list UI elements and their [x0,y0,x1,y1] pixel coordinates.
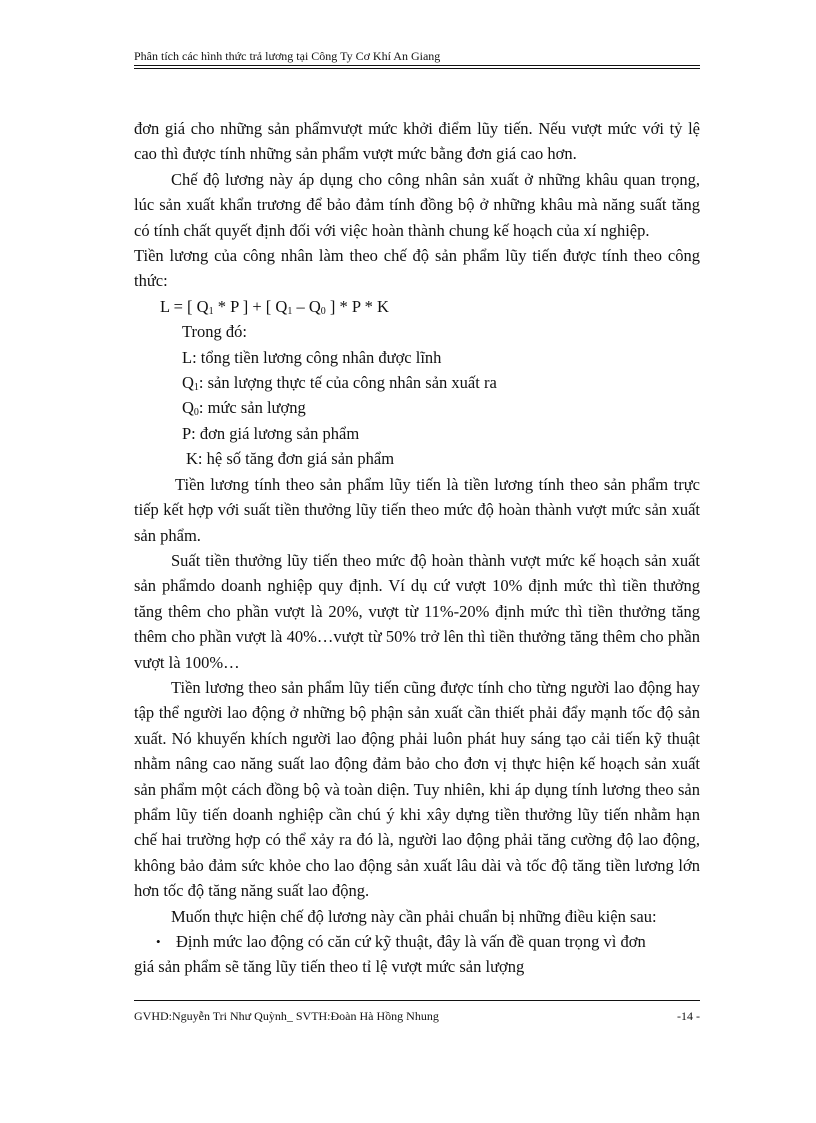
def-Q0: $Q_0$: mức sản lượng [182,398,306,419]
header-title: Phân tích các hình thức trả lương tại Công Ty Cơ Khí An Giang [134,49,441,63]
paragraph-3: Tiền lương của công nhân làm theo chế độ sản phẩm lũy tiến được tính theo công thức: [134,246,700,291]
page-header [134,48,702,64]
document-body [134,116,700,980]
paragraph-4: Tiền lương tính theo sản phẩm lũy tiến là tiền lương tính theo sản phẩm trực tiếp kết hợp với suất tiền thưởng lũy tiến theo mức độ hoàn thành vượt mức sản xuất sản phẩm. [134,474,700,545]
header-rule [134,65,700,69]
paragraph-7: Muốn thực hiện chế độ lương này cần phải chuẩn bị những điều kiện sau: [171,906,657,926]
bullet-item [134,929,700,954]
footer-credits: GVHD:Nguyễn Tri Như Quỳnh_ SVTH:Đoàn Hà Hồng Nhung [134,1009,439,1023]
def-L: L: tổng tiền lương công nhân được lĩnh [182,347,442,367]
formula: L = [ $Q_1$ * P ] + [ $Q_1 - Q_0$ ] * P * K [160,296,389,317]
paragraph-2: Chế độ lương này áp dụng cho công nhân sản xuất ở những khâu quan trọng, lúc sản xuất khẩn trương để bảo đảm tính đồng bộ ở những khâu mà năng suất tăng có tính chất quyết định đối với việc hoàn thành chung kế hoạch của xí nghiệp. [134,169,700,240]
def-P: P: đơn giá lương sản phẩm [182,423,360,443]
bullet-dot: • [156,934,161,949]
paragraph-5: Suất tiền thưởng lũy tiến theo mức độ hoàn thành vượt mức kế hoạch sản xuất sản phẩmdo doanh nghiệp quy định. Ví dụ cứ vượt 10% định mức thì tiền thưởng tăng thêm cho phần vượt là 20%, vượt từ 11%-20% định mức thì tiền thưởng tăng thêm cho phần vượt là 40%…vượt từ 50% trở lên thì tiền thưởng tăng thêm cho phần vượt là 100%… [134,550,700,672]
formula-block [134,294,700,472]
where-label: Trong đó: [182,322,247,342]
page-footer [134,1008,700,1024]
def-Q1: $Q_1$: sản lượng thực tế của công nhân sản xuất ra [182,373,497,394]
paragraph-1: đơn giá cho những sản phẩmvượt mức khởi điểm lũy tiến. Nếu vượt mức với tỷ lệ cao thì được tính những sản phẩm vượt mức bằng đơn giá cao hơn. [134,119,700,164]
footer-rule [134,1000,700,1001]
def-K: K: hệ số tăng đơn giá sản phẩm [186,449,395,469]
paragraph-6: Tiền lương theo sản phẩm lũy tiến cũng được tính cho từng người lao động hay tập thể người lao động ở những bộ phận sản xuất cần thiết phải đẩy mạnh tốc độ sản xuất. Nó khuyến khích người lao động phải luôn phát huy sáng tạo cải tiến kỹ thuật nhằm nâng cao năng suất lao động đảm bảo cho đơn vị thực hiện kế hoạch sản xuất sản phẩm một cách đồng bộ và toàn diện. Tuy nhiên, khi áp dụng tính lương theo sản phẩm lũy tiến doanh nghiệp cần chú ý khi xây dựng tiền thưởng lũy tiến nhằm hạn chế hai trường hợp có thể xảy ra đó là, người lao động phải tăng cường độ lao động, không bảo đảm sức khỏe cho lao động sản xuất lâu dài và tốc độ tăng tiền lương lớn hơn tốc độ tăng năng suất lao động. [134,677,700,901]
page-number: -14 - [677,1009,700,1023]
bullet-text: Định mức lao động có căn cứ kỹ thuật, đây là vấn đề quan trọng vì đơn [176,932,646,951]
bullet-continuation: giá sản phẩm sẽ tăng lũy tiến theo tỉ lệ vượt mức sản lượng [134,957,525,977]
